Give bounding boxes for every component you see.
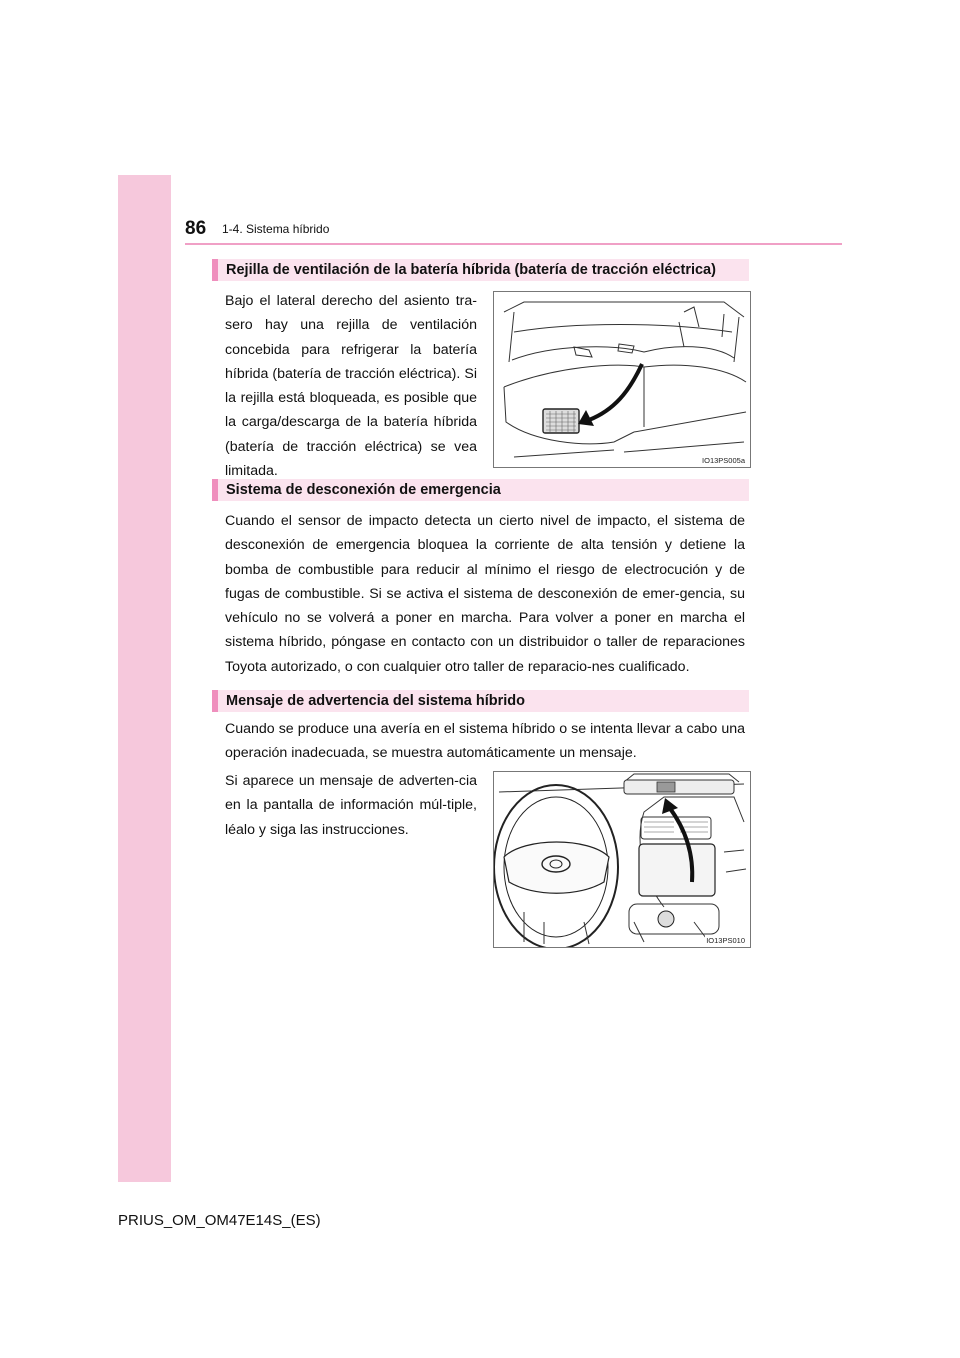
figure-code: IO13PS010	[706, 936, 745, 945]
dashboard-drawing	[494, 772, 750, 947]
header-divider	[185, 243, 842, 245]
section-title: Sistema de desconexión de emergencia	[226, 482, 501, 498]
pointer-arrow-shaft	[589, 364, 642, 420]
rear-seat-drawing	[494, 292, 750, 467]
section-header: 1-4. Sistema híbrido	[222, 222, 330, 236]
dashboard-display-illustration	[493, 771, 751, 948]
section-title-bar-hybrid-warning	[212, 690, 749, 712]
shift-knob	[658, 911, 674, 927]
multi-information-display	[624, 780, 734, 794]
figure-code: IO13PS005a	[702, 456, 745, 465]
center-touchscreen	[639, 844, 715, 896]
warning-message-area	[657, 782, 675, 792]
footer-doc-id: PRIUS_OM_OM47E14S_(ES)	[118, 1212, 321, 1229]
section-title-bar-battery-vent	[212, 259, 749, 281]
section-title: Mensaje de advertencia del sistema híbrido	[226, 693, 525, 709]
paragraph-hybrid-warning-intro: Cuando se produce una avería en el sistema híbrido o se intenta llevar a cabo una operación inadecuada, se muestra automáticamente un mensaje.	[225, 721, 745, 762]
section-title: Rejilla de ventilación de la batería híbrida (batería de tracción eléctrica)	[226, 262, 716, 278]
rear-seat-vent-illustration	[493, 291, 751, 468]
vent-grille	[543, 409, 579, 433]
page-number: 86	[185, 218, 207, 239]
section-title-bar-emergency-shutoff	[212, 479, 749, 501]
paragraph-emergency-shutoff: Cuando el sensor de impacto detecta un cierto nivel de impacto, el sistema de desconexión de emergencia bloquea la corriente de alta tensión y detiene la bomba de combustible para reducir al mínimo el riesgo de electrocución y de fugas de combustible. Si se activa el sistema de desconexión de emer-gencia, su vehículo no se volverá a poner en marcha. Para volver a poner en marcha el sistema híbrido, póngase en contacto con un distribuidor o taller de reparaciones Toyota autorizado, o con cualquier otro taller de reparacio-nes cualificado.	[225, 513, 745, 675]
chapter-sidebar-tab	[118, 175, 171, 1182]
paragraph-hybrid-warning-instructions: Si aparece un mensaje de adverten-cia en la pantalla de información múl-tiple, léalo y siga las instrucciones.	[225, 773, 477, 838]
paragraph-battery-vent: Bajo el lateral derecho del asiento tra-sero hay una rejilla de ventilación concebida para refrigerar la batería híbrida (batería de tracción eléctrica). Si la rejilla está bloqueada, es posible que la carga/descarga de la batería híbrida (batería de tracción eléctrica) se vea limitada.	[225, 293, 477, 480]
